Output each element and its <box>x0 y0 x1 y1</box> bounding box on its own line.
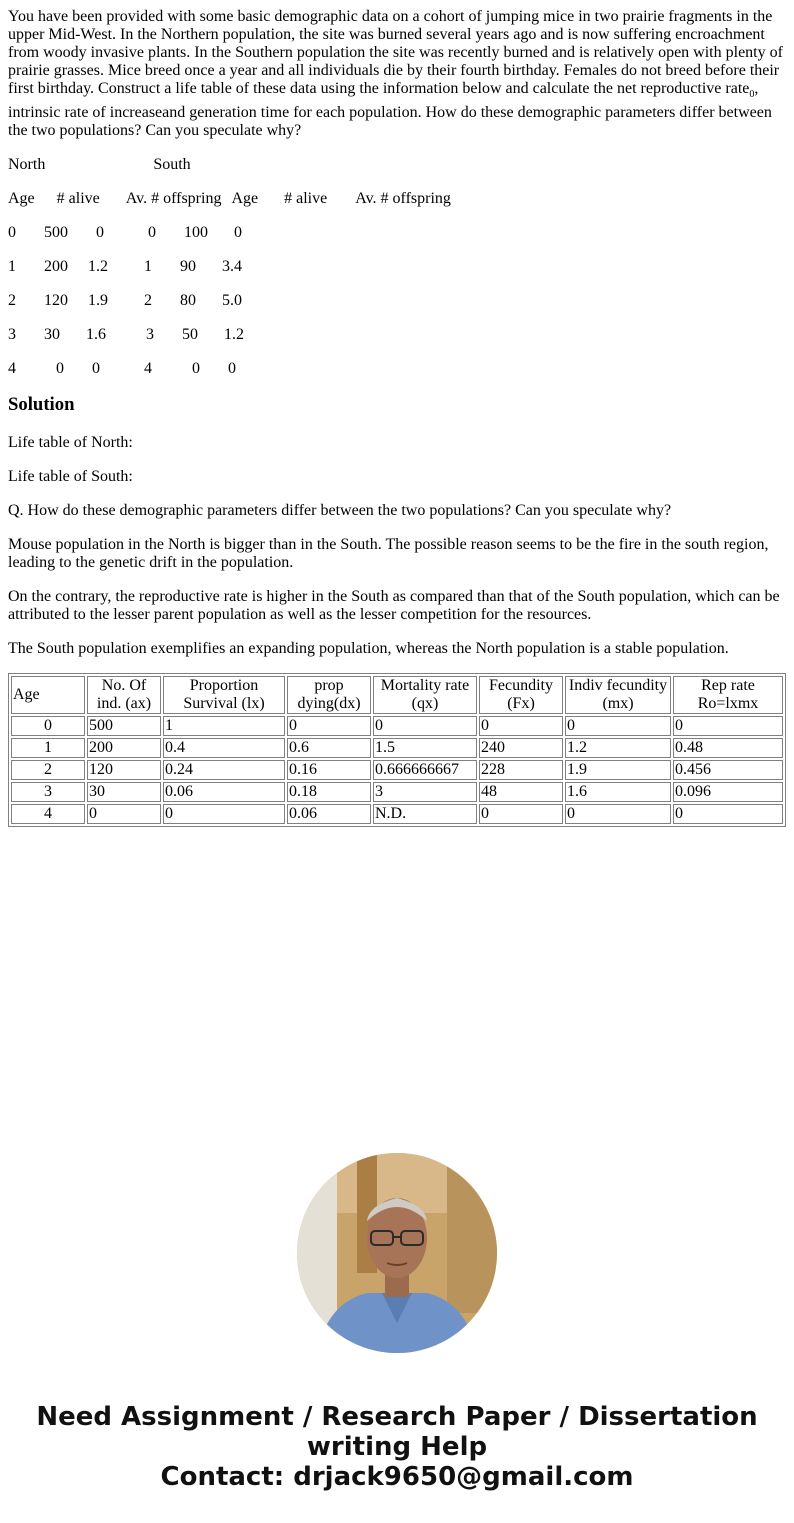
life-table-north-label: Life table of North: <box>8 434 133 452</box>
table-cell: 0 <box>673 716 783 736</box>
hdr-offspring-north: Av. # offspring <box>125 190 222 208</box>
cell: 1 <box>144 258 152 276</box>
solution-paragraph-2: On the contrary, the reproductive rate is higher in the South as compared than that of the South population, which can be attributed to the lesser parent population as well as the lesser competition for the resources. <box>8 588 780 624</box>
table-cell: 1.2 <box>565 738 671 758</box>
ro-subscript: 0 <box>749 89 755 101</box>
cell: 0 <box>92 360 100 378</box>
table-cell: 0.456 <box>673 760 783 780</box>
hdr-offspring-south: Av. # offspring <box>355 190 451 208</box>
data-row <box>8 224 786 242</box>
table-cell: 0.4 <box>163 738 285 758</box>
table-cell: 228 <box>479 760 563 780</box>
cell: 80 <box>180 292 196 310</box>
cell: 3 <box>8 326 16 344</box>
south-label: South <box>153 156 191 174</box>
table-cell: 0 <box>479 716 563 736</box>
data-header-row <box>8 190 786 208</box>
cell: 0 <box>192 360 200 378</box>
th-ro: Rep rate Ro=lxmx <box>673 676 783 714</box>
hdr-alive-north: # alive <box>56 190 100 208</box>
cell: 120 <box>44 292 68 310</box>
table-row <box>11 716 783 736</box>
cell: 3 <box>146 326 154 344</box>
cell: 4 <box>144 360 152 378</box>
table-cell: 1.5 <box>373 738 477 758</box>
question-part-1: You have been provided with some basic demographic data on a cohort of jumping mice in two prairie fragments in the upper Mid-West. In the Northern population, the site was burned several years ago and is now suffering encroachment from woody invasive plants. In the Southern population the site was recently burned and is relatively open with plenty of prairie grasses. Mice breed once a year and all individuals die by their fourth birthday. Females do not breed before their first birthday. Construct a life table of these data using the information below and calculate the net reproductive rate <box>8 8 783 97</box>
table-cell: 1 <box>11 738 85 758</box>
table-cell: 240 <box>479 738 563 758</box>
th-lx: Proportion Survival (lx) <box>163 676 285 714</box>
data-row <box>8 360 786 378</box>
table-cell: 0.06 <box>163 782 285 802</box>
th-mx: Indiv fecundity (mx) <box>565 676 671 714</box>
table-cell: 4 <box>11 804 85 824</box>
table-row <box>11 782 783 802</box>
hdr-alive-south: # alive <box>284 190 328 208</box>
cell: 2 <box>144 292 152 310</box>
table-cell: 30 <box>87 782 161 802</box>
table-cell: 500 <box>87 716 161 736</box>
cell: 1.2 <box>224 326 244 344</box>
cell: 500 <box>44 224 68 242</box>
cell: 30 <box>44 326 60 344</box>
data-row <box>8 292 786 310</box>
table-cell: 0.06 <box>287 804 371 824</box>
data-row <box>8 326 786 344</box>
hdr-age-north: Age <box>8 190 35 208</box>
contact-footer <box>0 1402 794 1492</box>
table-cell: 0.24 <box>163 760 285 780</box>
table-cell: 0 <box>565 716 671 736</box>
th-dx: prop dying(dx) <box>287 676 371 714</box>
table-cell: 0.6 <box>287 738 371 758</box>
population-labels <box>8 156 786 174</box>
north-label: North <box>8 156 46 174</box>
cell: 200 <box>44 258 68 276</box>
table-cell: 1 <box>163 716 285 736</box>
hdr-age-south: Age <box>231 190 259 208</box>
life-table-south-label: Life table of South: <box>8 468 133 486</box>
table-row <box>11 760 783 780</box>
table-cell: 0.48 <box>673 738 783 758</box>
question-part-2: intrinsic rate of increaseand generation time for each population. How do these demographic parameters differ between the two populations? Can you speculate why? <box>8 104 772 140</box>
table-cell: 0 <box>479 804 563 824</box>
cell: 1.9 <box>88 292 108 310</box>
cell: 100 <box>184 224 208 242</box>
cell: 1.6 <box>86 326 106 344</box>
life-table <box>8 673 786 827</box>
cell: 0 <box>228 360 236 378</box>
table-cell: 0 <box>373 716 477 736</box>
table-cell: 1.6 <box>565 782 671 802</box>
table-cell: 3 <box>373 782 477 802</box>
table-cell: 48 <box>479 782 563 802</box>
table-cell: 0 <box>11 716 85 736</box>
table-cell: 0.666666667 <box>373 760 477 780</box>
th-age: Age <box>11 676 85 714</box>
table-cell: 0.18 <box>287 782 371 802</box>
table-cell: 1.9 <box>565 760 671 780</box>
table-cell: 2 <box>11 760 85 780</box>
th-ax: No. Of ind. (ax) <box>87 676 161 714</box>
table-cell: 120 <box>87 760 161 780</box>
cell: 0 <box>234 224 242 242</box>
solution-paragraph-3: The South population exemplifies an expanding population, whereas the North population is a stable population. <box>8 640 729 658</box>
cell: 4 <box>8 360 16 378</box>
table-cell: 0 <box>565 804 671 824</box>
solution-question: Q. How do these demographic parameters differ between the two populations? Can you speculate why? <box>8 502 672 520</box>
table-cell: 200 <box>87 738 161 758</box>
table-cell: N.D. <box>373 804 477 824</box>
cell: 0 <box>56 360 64 378</box>
cell: 50 <box>182 326 198 344</box>
cell: 2 <box>8 292 16 310</box>
data-row <box>8 258 786 276</box>
cell: 0 <box>8 224 16 242</box>
footer-contact-line: Contact: drjack9650@gmail.com <box>160 1462 634 1492</box>
cell: 3.4 <box>222 258 242 276</box>
table-cell: 0.16 <box>287 760 371 780</box>
table-header-row <box>11 676 783 714</box>
cell: 5.0 <box>222 292 242 310</box>
table-row <box>11 804 783 824</box>
table-cell: 0 <box>287 716 371 736</box>
cell: 0 <box>96 224 104 242</box>
footer-line-2: writing Help <box>306 1432 488 1462</box>
solution-heading: Solution <box>8 394 75 416</box>
solution-paragraph-1: Mouse population in the North is bigger than in the South. The possible reason seems to be the fire in the south region, leading to the genetic drift in the population. <box>8 536 769 572</box>
th-fx: Fecundity (Fx) <box>479 676 563 714</box>
author-portrait-icon <box>297 1153 497 1353</box>
cell: 0 <box>148 224 156 242</box>
footer-line-1: Need Assignment / Research Paper / Dissertation <box>36 1402 758 1432</box>
table-cell: 0 <box>163 804 285 824</box>
author-avatar <box>297 1153 497 1353</box>
th-qx: Mortality rate (qx) <box>373 676 477 714</box>
table-cell: 3 <box>11 782 85 802</box>
cell: 1 <box>8 258 16 276</box>
question-text: You have been provided with some basic demographic data on a cohort of jumping mice in two prairie fragments in the upper Mid-West. In the Northern population, the site was burned several years ago and is now suffering encroachment from woody invasive plants. In the Southern population the site was recently burned and is relatively open with plenty of prairie grasses. Mice breed once a year and all individuals die by their fourth birthday. Females do not breed before their first birthday. Construct a life table of these data using the information below and calculate the net reproductive rate$_0$, intrinsic rate of increaseand generation time for each population. How do these demographic parameters differ between the two populations? Can you speculate why? <box>8 8 783 140</box>
table-cell: 0 <box>673 804 783 824</box>
table-cell: 0 <box>87 804 161 824</box>
table-cell: 0.096 <box>673 782 783 802</box>
cell: 1.2 <box>88 258 108 276</box>
table-row <box>11 738 783 758</box>
cell: 90 <box>180 258 196 276</box>
